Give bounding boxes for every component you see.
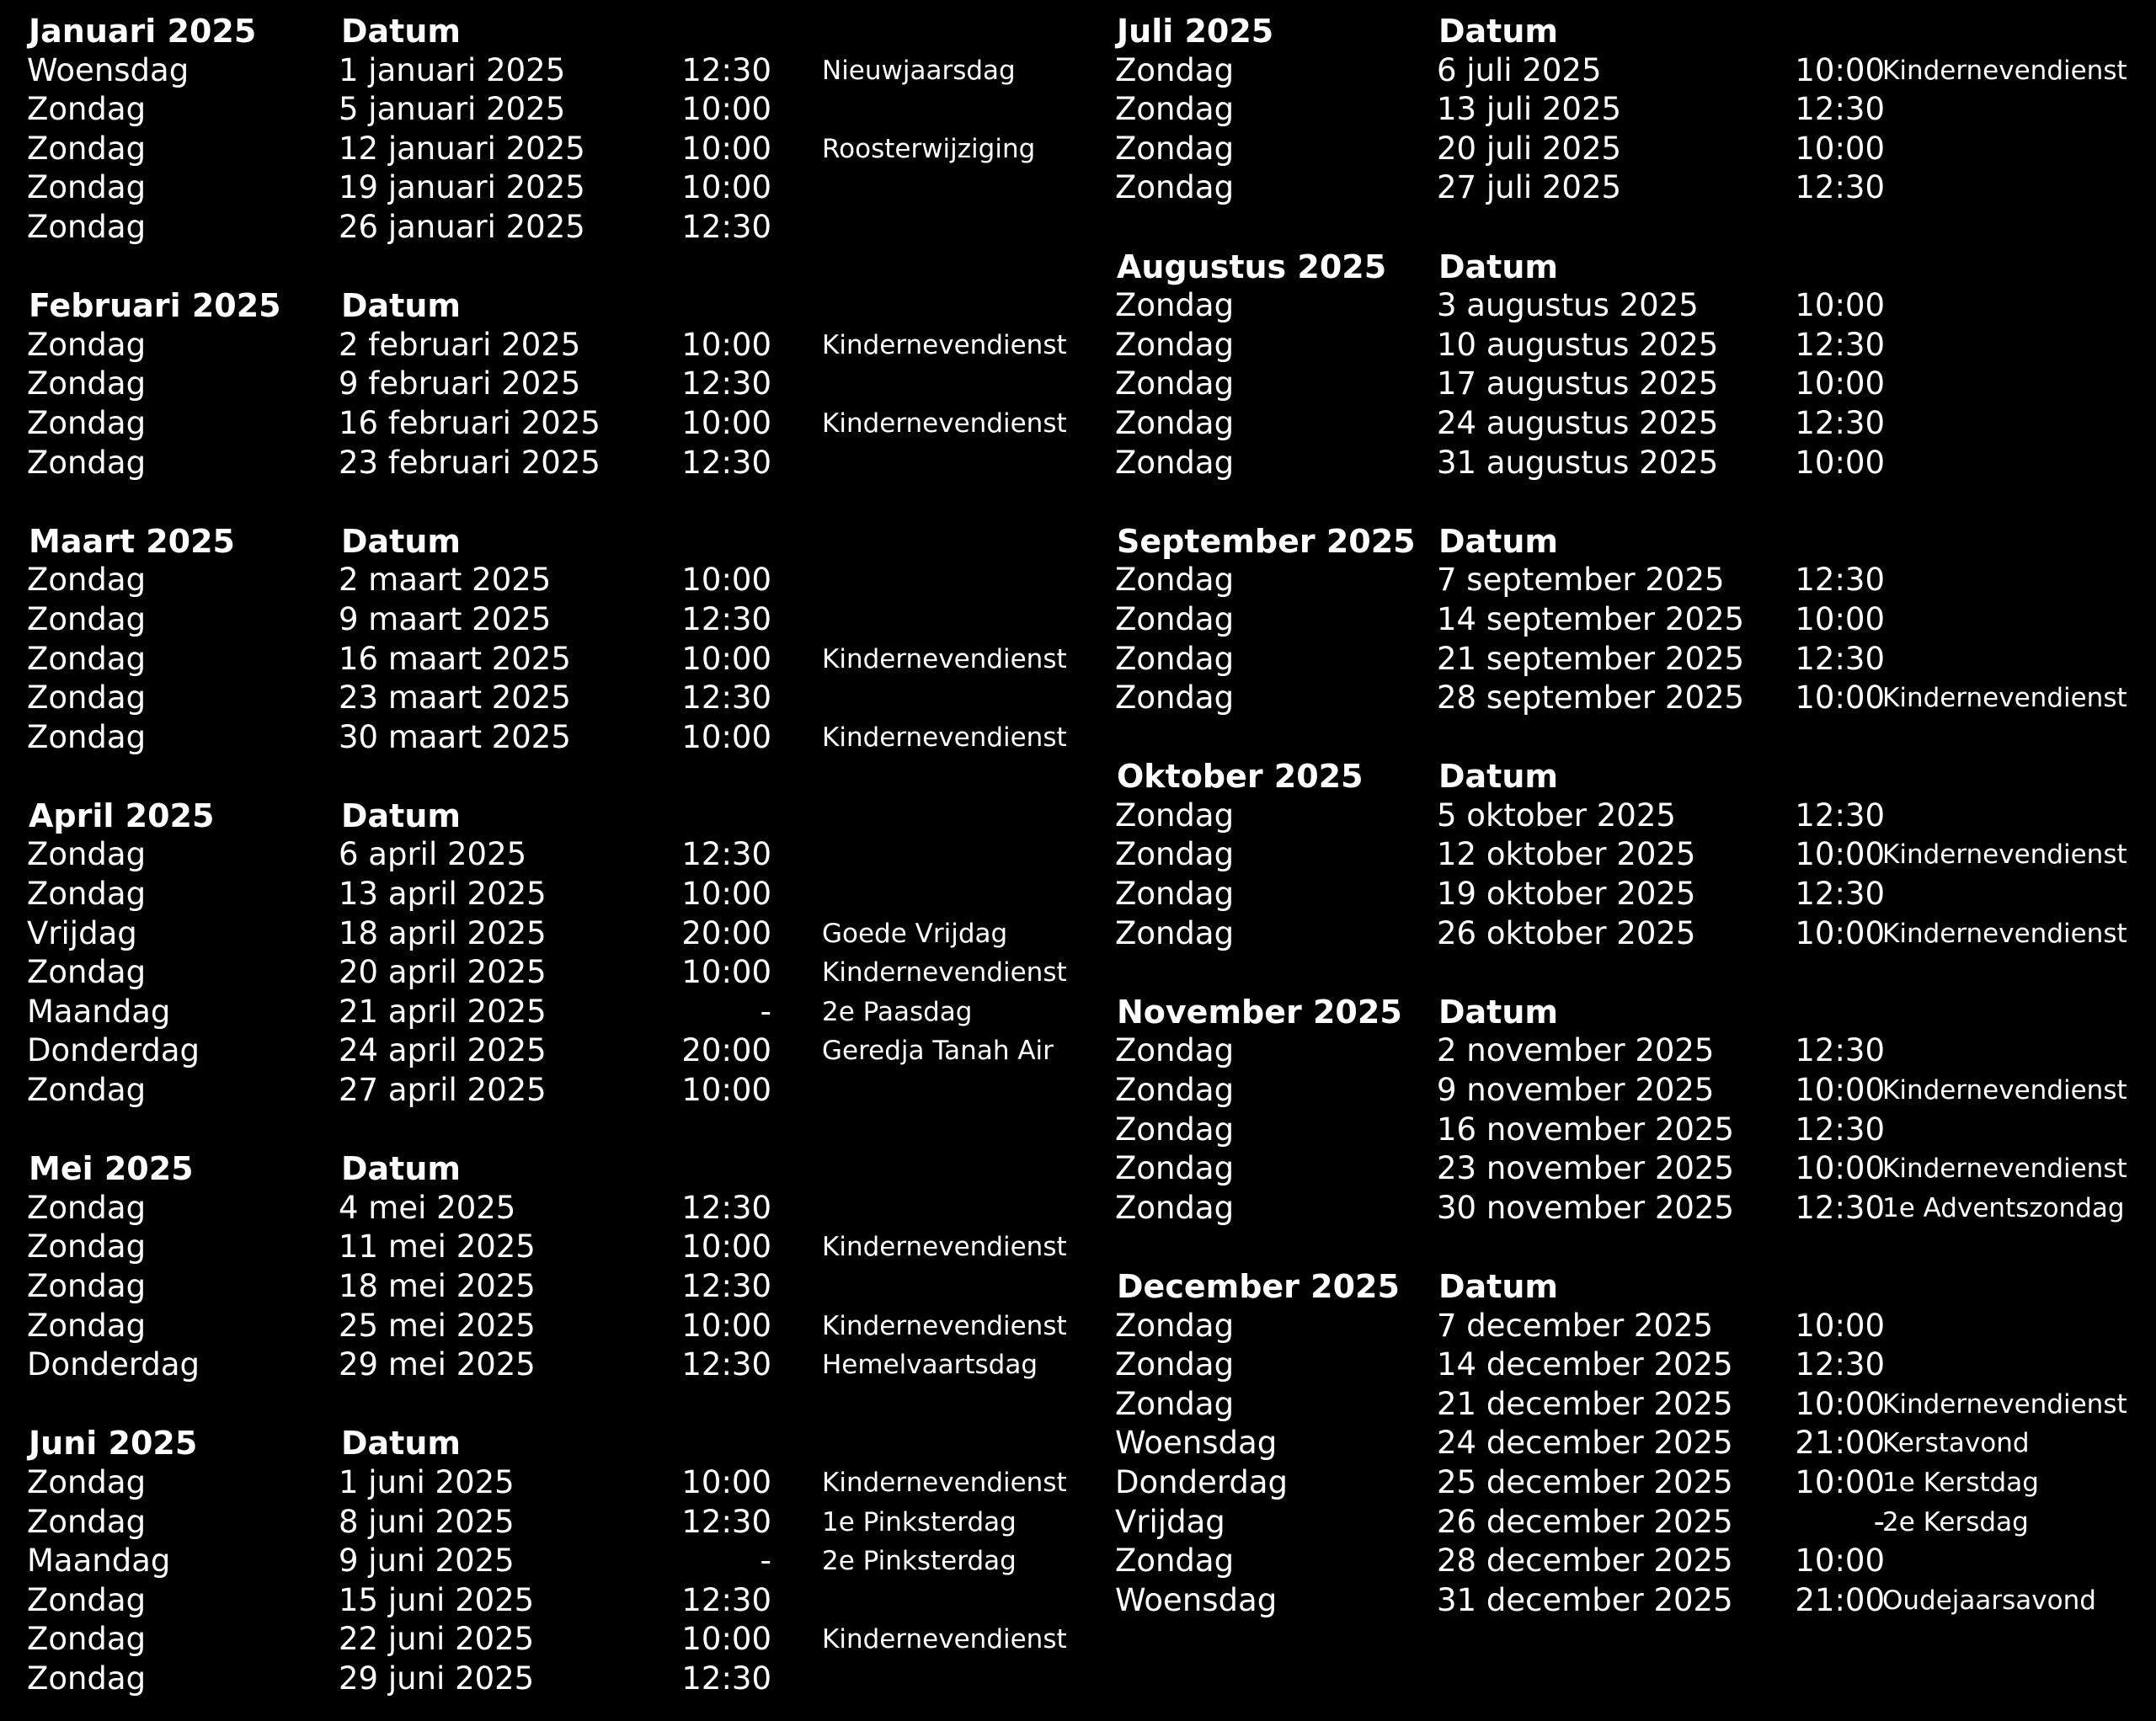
weekday: Zondag [1115,1307,1235,1344]
service-time: 10:00 [681,1072,771,1109]
service-date: 14 september 2025 [1437,600,1745,637]
service-date: 10 augustus 2025 [1437,326,1719,363]
weekday: Zondag [27,1268,147,1304]
service-date: 25 mei 2025 [339,1307,536,1344]
weekday: Zondag [27,444,147,481]
service-date: 18 april 2025 [339,914,547,951]
month-title: Maart 2025 [29,522,235,560]
service-date: 9 februari 2025 [339,365,581,402]
weekday: Zondag [1115,169,1235,206]
service-note: Hemelvaartsdag [822,1350,1038,1381]
date-column-header: Datum [341,1150,461,1188]
service-note: Kindernevendienst [1882,1075,2127,1106]
weekday: Zondag [1115,1189,1235,1226]
service-time: 12:30 [1795,797,1885,834]
weekday: Zondag [1115,404,1235,441]
service-note: Kindernevendienst [1882,55,2127,86]
service-time: 12:30 [681,1503,771,1540]
weekday: Zondag [27,326,147,363]
service-date: 2 februari 2025 [339,326,581,363]
weekday: Maandag [27,1543,171,1580]
weekday: Vrijdag [1115,1503,1225,1540]
service-date: 31 december 2025 [1437,1581,1733,1618]
service-date: 23 maart 2025 [339,679,571,717]
weekday: Zondag [27,600,147,637]
service-date: 26 december 2025 [1437,1503,1733,1540]
service-date: 21 december 2025 [1437,1385,1733,1422]
service-time: - [760,1543,771,1580]
service-time: 12:30 [681,1346,771,1383]
service-date: 9 juni 2025 [339,1543,515,1580]
service-date: 11 mei 2025 [339,1228,536,1265]
weekday: Zondag [1115,836,1235,873]
service-time: 10:00 [1795,1307,1885,1344]
month-title: Juni 2025 [29,1425,198,1463]
service-date: 12 januari 2025 [339,130,585,167]
service-time: 10:00 [1795,1463,1885,1500]
weekday: Zondag [27,91,147,128]
service-time: 12:30 [681,444,771,481]
service-date: 29 mei 2025 [339,1346,536,1383]
weekday: Zondag [27,1463,147,1500]
date-column-header: Datum [1438,1268,1558,1305]
weekday: Woensdag [1115,1581,1278,1618]
service-date: 1 juni 2025 [339,1463,515,1500]
weekday: Maandag [27,993,171,1030]
service-note: Kindernevendienst [1882,839,2127,871]
weekday: Zondag [27,1228,147,1265]
service-time: 12:30 [681,1189,771,1226]
service-time: 12:30 [681,1268,771,1304]
service-date: 6 juli 2025 [1437,51,1602,88]
service-time: 12:30 [1795,1111,1885,1148]
service-time: 12:30 [1795,169,1885,206]
service-time: 12:30 [681,600,771,637]
service-time: 10:00 [1795,1150,1885,1187]
weekday: Zondag [1115,1150,1235,1187]
service-time: 10:00 [1795,914,1885,951]
service-time: 12:30 [1795,404,1885,441]
service-date: 5 januari 2025 [339,91,566,128]
service-note: 2e Pinksterdag [822,1546,1017,1577]
weekday: Zondag [27,365,147,402]
date-column-header: Datum [341,1425,461,1463]
service-note: Goede Vrijdag [822,918,1008,949]
service-time: 10:00 [681,1463,771,1500]
service-date: 24 december 2025 [1437,1425,1733,1462]
weekday: Zondag [1115,562,1235,599]
weekday: Zondag [1115,326,1235,363]
service-time: 10:00 [1795,287,1885,324]
service-time: 10:00 [681,1621,771,1658]
month-title: Februari 2025 [29,287,281,325]
date-column-header: Datum [341,287,461,325]
service-time: 10:00 [681,562,771,599]
service-time: 10:00 [681,954,771,991]
service-time: 20:00 [681,914,771,951]
service-date: 23 november 2025 [1437,1150,1735,1187]
service-time: 10:00 [1795,51,1885,88]
service-time: 12:30 [1795,1189,1885,1226]
service-date: 2 november 2025 [1437,1032,1715,1069]
service-note: 1e Adventszondag [1882,1192,2125,1223]
weekday: Zondag [1115,797,1235,834]
service-time: 12:30 [1795,876,1885,913]
service-date: 17 augustus 2025 [1437,365,1719,402]
weekday: Donderdag [27,1032,200,1069]
month-title: Oktober 2025 [1117,758,1364,796]
service-date: 29 juni 2025 [339,1660,535,1697]
service-time: - [1873,1503,1885,1540]
service-date: 14 december 2025 [1437,1346,1733,1383]
service-note: Kindernevendienst [822,957,1067,988]
service-date: 22 juni 2025 [339,1621,535,1658]
weekday: Zondag [1115,640,1235,677]
service-note: Roosterwijziging [822,133,1036,164]
service-date: 28 september 2025 [1437,679,1745,717]
service-date: 12 oktober 2025 [1437,836,1696,873]
service-date: 13 april 2025 [339,876,547,913]
date-column-header: Datum [341,797,461,834]
service-time: 10:00 [681,130,771,167]
date-column-header: Datum [1438,13,1558,50]
service-date: 21 september 2025 [1437,640,1745,677]
weekday: Donderdag [1115,1463,1289,1500]
weekday: Zondag [27,640,147,677]
service-date: 21 april 2025 [339,993,547,1030]
service-date: 20 juli 2025 [1437,130,1622,167]
service-note: Kindernevendienst [822,1310,1067,1341]
weekday: Zondag [27,1307,147,1344]
service-time: 10:00 [1795,130,1885,167]
service-date: 16 maart 2025 [339,640,571,677]
weekday: Zondag [1115,444,1235,481]
service-time: 12:30 [1795,91,1885,128]
service-date: 9 november 2025 [1437,1072,1715,1109]
weekday: Zondag [1115,1032,1235,1069]
service-date: 16 november 2025 [1437,1111,1735,1148]
month-title: Augustus 2025 [1117,248,1387,285]
month-title: Januari 2025 [29,13,257,50]
service-date: 13 juli 2025 [1437,91,1622,128]
service-date: 18 mei 2025 [339,1268,536,1304]
service-note: Kindernevendienst [822,643,1067,674]
weekday: Zondag [1115,51,1235,88]
weekday: Zondag [27,954,147,991]
month-title: November 2025 [1117,993,1402,1031]
service-date: 5 oktober 2025 [1437,797,1676,834]
service-time: 21:00 [1795,1581,1885,1618]
service-time: 12:30 [681,1660,771,1697]
service-time: 10:00 [681,91,771,128]
service-date: 31 augustus 2025 [1437,444,1719,481]
service-note: 1e Kerstdag [1882,1467,2039,1498]
service-note: Kindernevendienst [822,722,1067,753]
service-time: 12:30 [681,836,771,873]
weekday: Zondag [27,679,147,717]
weekday: Zondag [1115,1346,1235,1383]
weekday: Zondag [27,836,147,873]
weekday: Zondag [1115,130,1235,167]
service-date: 8 juni 2025 [339,1503,515,1540]
month-title: April 2025 [29,797,215,834]
service-date: 7 september 2025 [1437,562,1725,599]
service-time: 10:00 [681,876,771,913]
month-title: December 2025 [1117,1268,1400,1305]
service-date: 2 maart 2025 [339,562,552,599]
weekday: Zondag [27,130,147,167]
service-time: 10:00 [1795,1385,1885,1422]
service-date: 30 november 2025 [1437,1189,1735,1226]
service-time: 10:00 [681,718,771,755]
service-time: 10:00 [1795,679,1885,717]
service-time: 12:30 [681,51,771,88]
service-date: 25 december 2025 [1437,1463,1733,1500]
weekday: Zondag [27,1503,147,1540]
service-note: 2e Kersdag [1882,1506,2029,1537]
service-date: 19 januari 2025 [339,169,585,206]
weekday: Zondag [27,208,147,245]
service-date: 26 oktober 2025 [1437,914,1696,951]
weekday: Zondag [27,1189,147,1226]
date-column-header: Datum [341,13,461,50]
service-time: 12:30 [1795,1346,1885,1383]
service-date: 3 augustus 2025 [1437,287,1699,324]
service-time: 12:30 [681,679,771,717]
service-date: 19 oktober 2025 [1437,876,1696,913]
weekday: Woensdag [1115,1425,1278,1462]
weekday: Zondag [27,169,147,206]
service-date: 9 maart 2025 [339,600,552,637]
weekday: Woensdag [27,51,189,88]
service-date: 26 januari 2025 [339,208,585,245]
weekday: Zondag [27,1581,147,1618]
service-note: Kindernevendienst [1882,1388,2127,1420]
service-note: Kindernevendienst [1882,683,2127,714]
month-title: Mei 2025 [29,1150,194,1188]
service-note: Nieuwjaarsdag [822,55,1016,86]
service-date: 30 maart 2025 [339,718,571,755]
weekday: Zondag [27,1660,147,1697]
service-date: 24 augustus 2025 [1437,404,1719,441]
service-date: 6 april 2025 [339,836,527,873]
service-note: Kindernevendienst [822,329,1067,360]
weekday: Zondag [27,562,147,599]
service-time: 12:30 [1795,1032,1885,1069]
service-time: 12:30 [681,208,771,245]
weekday: Zondag [1115,1111,1235,1148]
weekday: Zondag [27,1072,147,1109]
service-time: 10:00 [681,169,771,206]
service-note: 2e Paasdag [822,996,973,1027]
service-time: 21:00 [1795,1425,1885,1462]
service-time: 12:30 [681,365,771,402]
service-time: 10:00 [1795,600,1885,637]
service-time: 10:00 [681,404,771,441]
service-time: 12:30 [681,1581,771,1618]
service-note: Kindernevendienst [822,408,1067,439]
weekday: Zondag [1115,365,1235,402]
service-time: 10:00 [681,1307,771,1344]
service-time: 12:30 [1795,326,1885,363]
weekday: Donderdag [27,1346,200,1383]
month-title: September 2025 [1117,522,1416,560]
weekday: Vrijdag [27,914,137,951]
weekday: Zondag [1115,876,1235,913]
service-note: Geredja Tanah Air [822,1036,1054,1067]
service-time: 10:00 [1795,836,1885,873]
service-date: 28 december 2025 [1437,1543,1733,1580]
weekday: Zondag [1115,287,1235,324]
service-time: - [760,993,771,1030]
service-note: Kindernevendienst [1882,1154,2127,1185]
service-time: 12:30 [1795,640,1885,677]
service-note: Kerstavond [1882,1428,2030,1459]
service-date: 24 april 2025 [339,1032,547,1069]
service-date: 1 januari 2025 [339,51,566,88]
weekday: Zondag [1115,679,1235,717]
service-time: 20:00 [681,1032,771,1069]
weekday: Zondag [27,1621,147,1658]
service-date: 20 april 2025 [339,954,547,991]
service-note: Kindernevendienst [1882,918,2127,949]
service-time: 10:00 [681,640,771,677]
service-time: 10:00 [1795,1072,1885,1109]
service-note: Oudejaarsavond [1882,1585,2096,1616]
month-title: Juli 2025 [1117,13,1274,50]
date-column-header: Datum [1438,993,1558,1031]
weekday: Zondag [1115,91,1235,128]
weekday: Zondag [27,404,147,441]
date-column-header: Datum [1438,522,1558,560]
weekday: Zondag [1115,1543,1235,1580]
service-date: 27 juli 2025 [1437,169,1622,206]
service-note: 1e Pinksterdag [822,1506,1017,1537]
service-note: Kindernevendienst [822,1624,1067,1655]
service-note: Kindernevendienst [822,1232,1067,1263]
weekday: Zondag [27,718,147,755]
service-time: 10:00 [1795,1543,1885,1580]
date-column-header: Datum [1438,248,1558,285]
service-note: Kindernevendienst [822,1467,1067,1498]
weekday: Zondag [1115,914,1235,951]
service-time: 10:00 [681,326,771,363]
weekday: Zondag [27,876,147,913]
weekday: Zondag [1115,1072,1235,1109]
weekday: Zondag [1115,600,1235,637]
weekday: Zondag [1115,1385,1235,1422]
service-time: 12:30 [1795,562,1885,599]
service-date: 27 april 2025 [339,1072,547,1109]
date-column-header: Datum [341,522,461,560]
service-date: 7 december 2025 [1437,1307,1714,1344]
service-date: 16 februari 2025 [339,404,600,441]
service-date: 15 juni 2025 [339,1581,535,1618]
service-time: 10:00 [1795,444,1885,481]
service-date: 4 mei 2025 [339,1189,516,1226]
service-time: 10:00 [1795,365,1885,402]
date-column-header: Datum [1438,758,1558,796]
service-time: 10:00 [681,1228,771,1265]
service-date: 23 februari 2025 [339,444,600,481]
